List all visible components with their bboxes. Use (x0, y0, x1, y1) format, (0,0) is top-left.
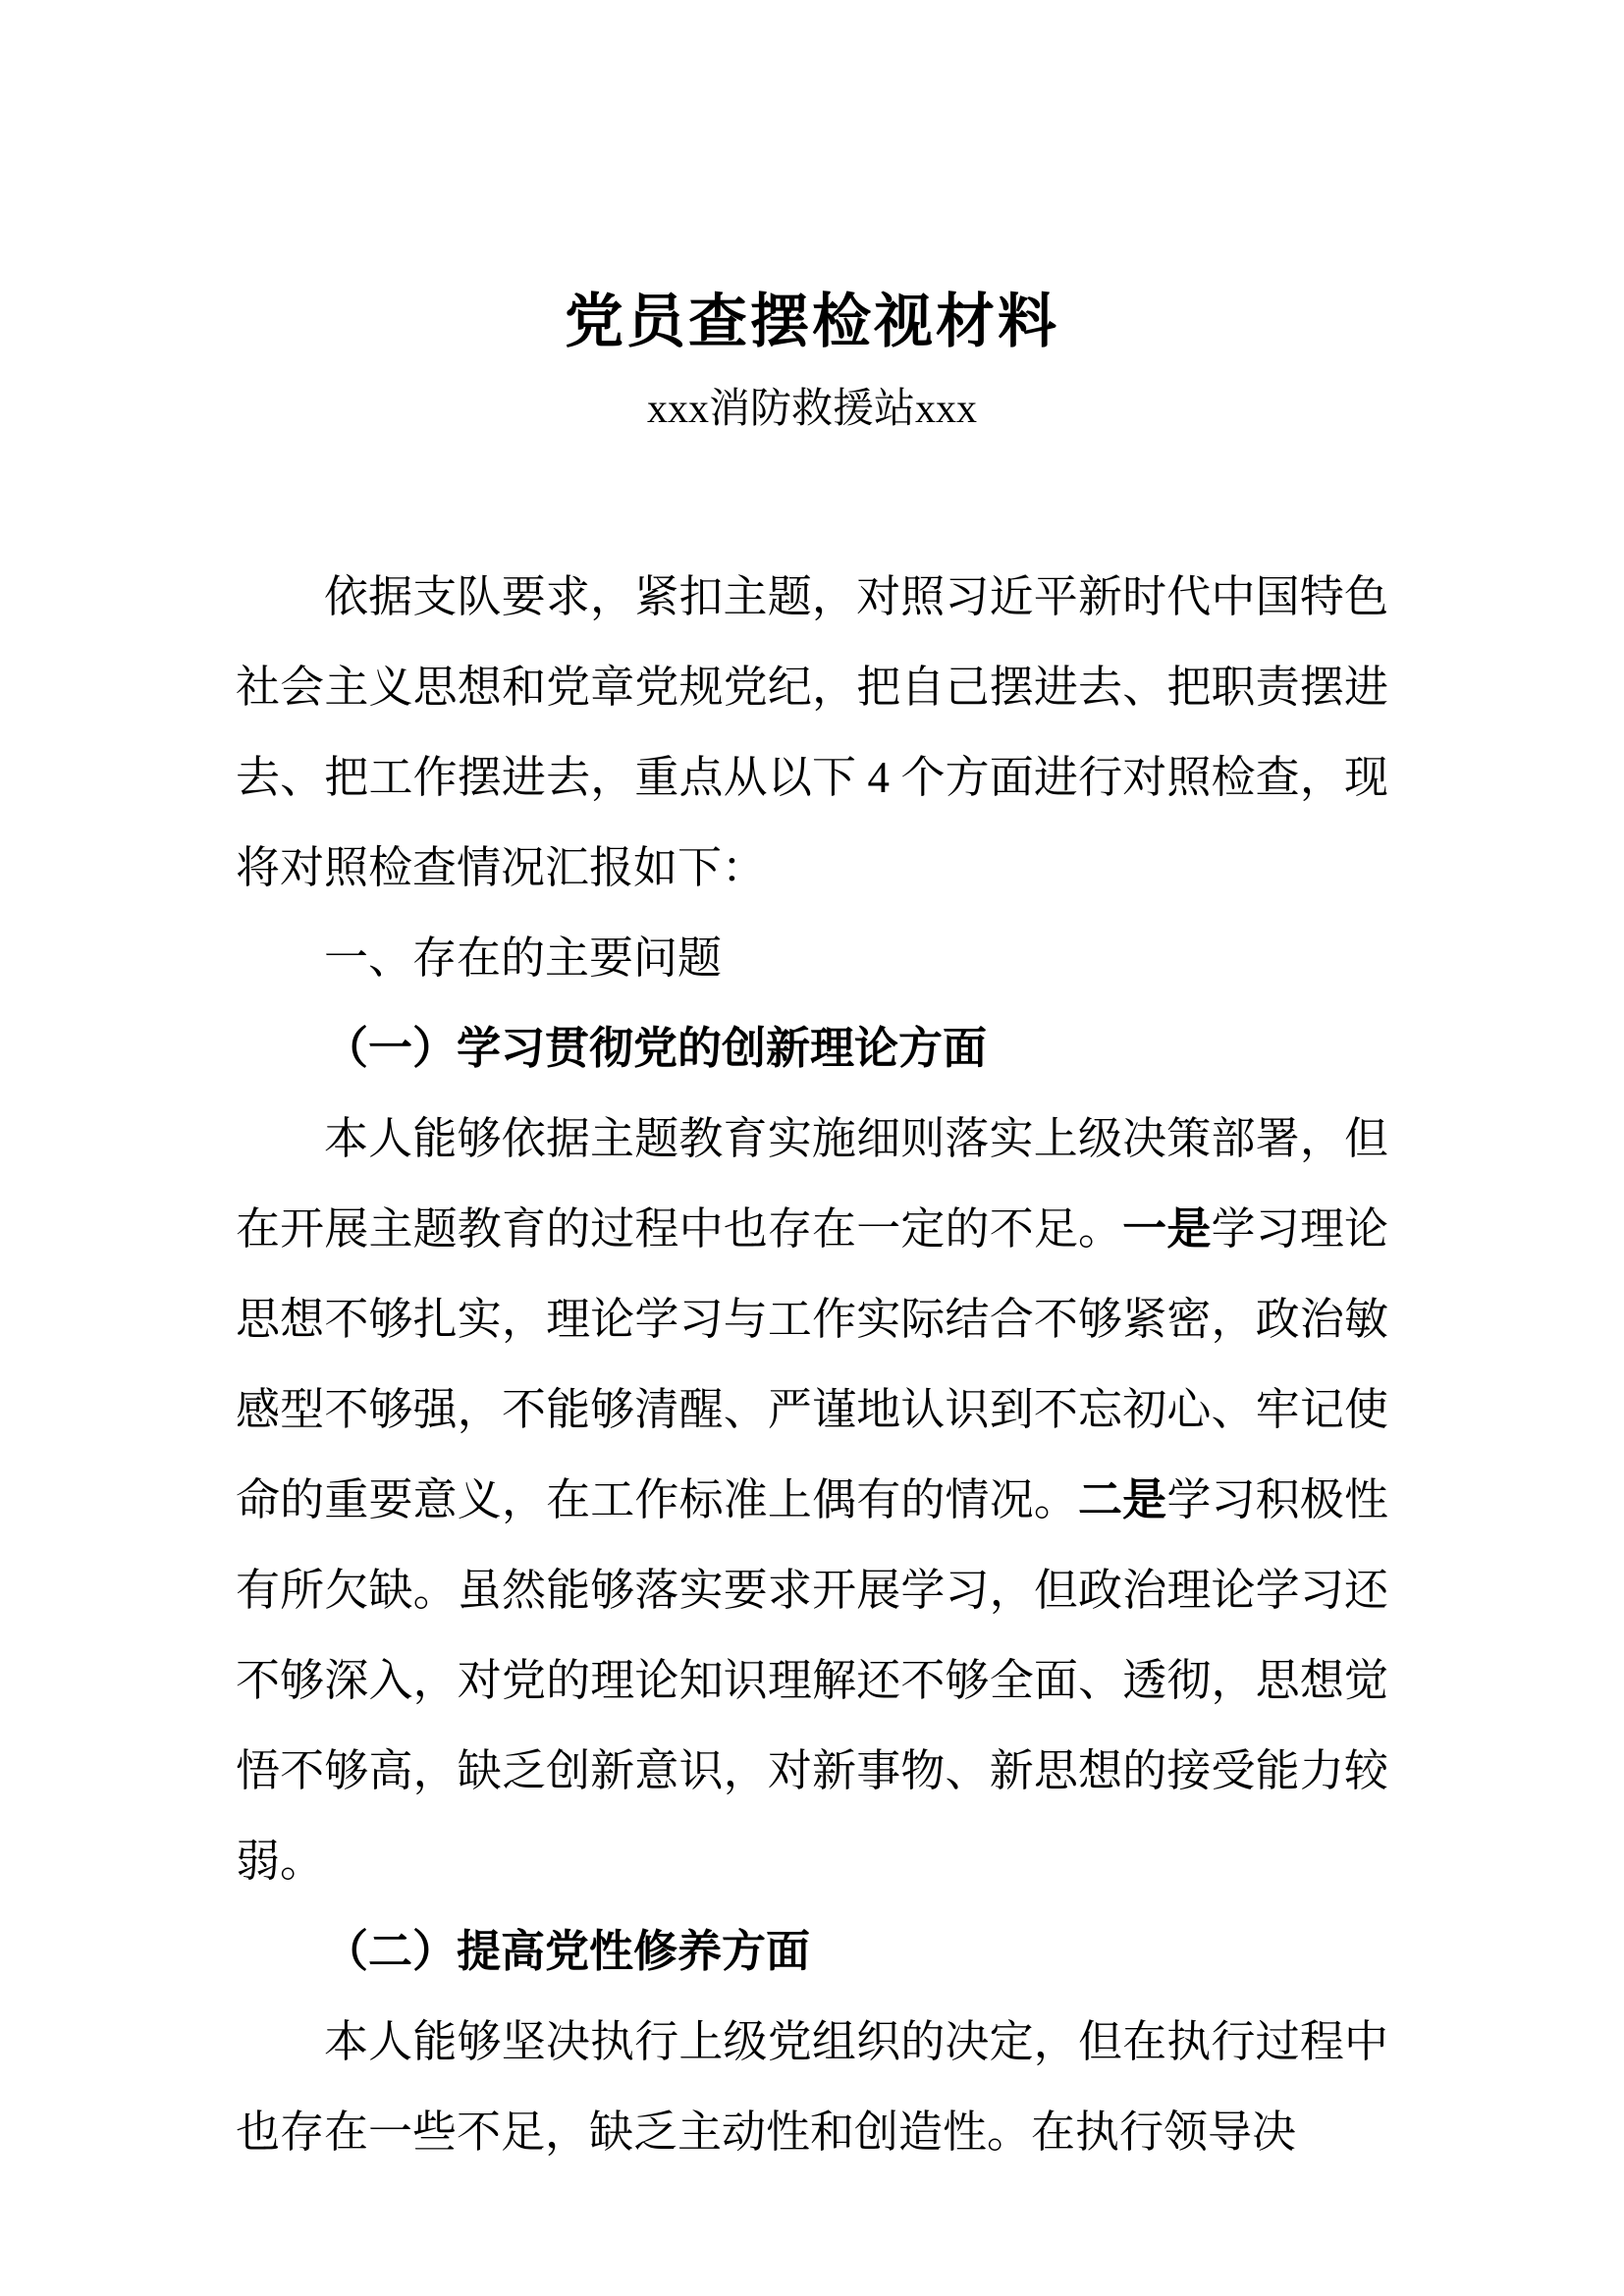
bold-text-run: 一是 (1122, 1203, 1212, 1254)
text-run: 一、存在的主要问题 (324, 934, 723, 983)
bold-text-run: （二）提高党性修养方面 (324, 1926, 811, 1976)
paragraph (236, 1094, 1388, 1906)
text-run: 依据支队要求，紧扣主题，对照习近平新时代中国特色社会主义思想和党章党规党纪，把自己摆进去、把职责摆进去、把工作摆进去，重点从以下 4 个方面进行对照检查，现将对照检查情况汇报如下： (236, 572, 1388, 892)
text-run: 学习积极性有所欠缺。虽然能够落实要求开展学习，但政治理论学习还不够深入，对党的理论知识理解还不够全面、透彻，思想觉悟不够高，缺乏创新意识，对新事物、新思想的接受能力较弱。 (236, 1475, 1388, 1886)
text-run: 本人能够坚决执行上级党组织的决定，但在执行过程中也存在一些不足，缺乏主动性和创造性。在执行领导决 (236, 2017, 1388, 2157)
bold-text-run: 二是 (1078, 1474, 1167, 1524)
section-heading (236, 1906, 1388, 1997)
document-subtitle: xxx消防救援站xxx (646, 387, 977, 432)
text-run: 学习理论思想不够扎实，理论学习与工作实际结合不够紧密，政治敏感型不够强，不能够清醒、严谨地认识到不忘初心、牢记使命的重要意义，在工作标准上偶有的情况。 (236, 1204, 1388, 1524)
document-title: 党员查摆检视材料 (565, 290, 1059, 354)
paragraph (236, 913, 1388, 1003)
document-body (236, 552, 1388, 2177)
text-run: 本人能够依据主题教育实施细则落实上级决策部署，但在开展主题教育的过程中也存在一定的不足。 (236, 1114, 1388, 1254)
paragraph (236, 1997, 1388, 2177)
bold-text-run: （一）学习贯彻党的创新理论方面 (324, 1023, 988, 1073)
section-heading (236, 1003, 1388, 1094)
paragraph (236, 552, 1388, 913)
